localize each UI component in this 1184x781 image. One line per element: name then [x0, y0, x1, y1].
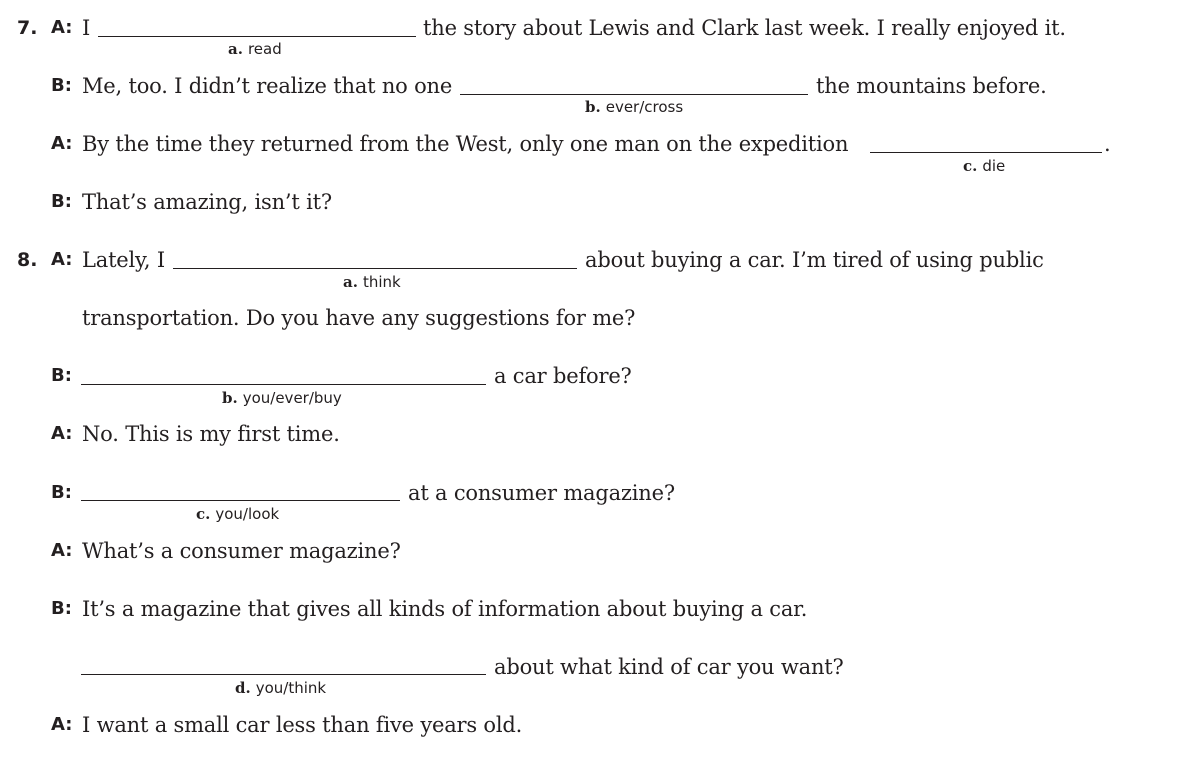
dialogue-text: the mountains before. — [816, 74, 1047, 98]
speaker-label: B: — [51, 75, 72, 96]
dialogue-text: Me, too. I didn’t realize that no one — [82, 74, 453, 98]
answer-blank-8d[interactable] — [81, 674, 486, 675]
answer-blank-8a[interactable] — [173, 268, 577, 269]
dialogue-text: the story about Lewis and Clark last week. I really enjoyed it. — [423, 16, 1066, 40]
verb-hint-8b — [222, 389, 342, 407]
speaker-label: B: — [51, 365, 72, 386]
speaker-label: A: — [51, 540, 73, 561]
dialogue-text: I want a small car less than five years old. — [82, 713, 523, 737]
dialogue-text: a car before? — [494, 364, 632, 388]
speaker-label: B: — [51, 482, 72, 503]
answer-blank-7b[interactable] — [460, 94, 808, 95]
hint-letter: c. — [196, 505, 211, 523]
hint-verb: think — [362, 273, 401, 291]
hint-letter: a. — [228, 40, 243, 58]
speaker-label: A: — [51, 17, 73, 38]
dialogue-text: No. This is my first time. — [82, 422, 340, 446]
exercise-8-number: 8. — [17, 249, 38, 271]
verb-hint-8a — [343, 273, 401, 291]
answer-blank-8c[interactable] — [81, 500, 400, 501]
verb-hint-7c — [963, 157, 1005, 175]
hint-letter: a. — [343, 273, 358, 291]
dialogue-text: That’s amazing, isn’t it? — [82, 190, 332, 214]
dialogue-text: about what kind of car you want? — [494, 655, 844, 679]
hint-letter: b. — [585, 98, 601, 116]
verb-hint-8d — [235, 679, 326, 697]
verb-hint-8c — [196, 505, 279, 523]
dialogue-text: What’s a consumer magazine? — [82, 539, 401, 563]
speaker-label: A: — [51, 714, 73, 735]
dialogue-text: transportation. Do you have any suggestions for me? — [82, 306, 636, 330]
hint-verb: die — [982, 157, 1006, 175]
hint-verb: you/look — [215, 505, 280, 523]
speaker-label: B: — [51, 598, 72, 619]
hint-verb: read — [247, 40, 282, 58]
answer-blank-8b[interactable] — [81, 384, 486, 385]
dialogue-text: I — [82, 16, 91, 40]
sentence-period: . — [1104, 132, 1111, 156]
answer-blank-7a[interactable] — [98, 36, 416, 37]
dialogue-text: Lately, I — [82, 248, 165, 272]
speaker-label: B: — [51, 191, 72, 212]
hint-letter: d. — [235, 679, 251, 697]
speaker-label: A: — [51, 423, 73, 444]
hint-verb: you/ever/buy — [242, 389, 342, 407]
speaker-label: A: — [51, 133, 73, 154]
verb-hint-7a — [228, 40, 282, 58]
hint-verb: you/think — [255, 679, 327, 697]
answer-blank-7c[interactable] — [870, 152, 1102, 153]
hint-letter: b. — [222, 389, 238, 407]
dialogue-text: about buying a car. I’m tired of using public — [585, 248, 1044, 272]
hint-verb: ever/cross — [605, 98, 684, 116]
hint-letter: c. — [963, 157, 978, 175]
dialogue-text: at a consumer magazine? — [408, 481, 675, 505]
exercise-7-number: 7. — [17, 17, 38, 39]
speaker-label: A: — [51, 249, 73, 270]
dialogue-text: By the time they returned from the West, only one man on the expedition — [82, 132, 849, 156]
dialogue-text: It’s a magazine that gives all kinds of information about buying a car. — [82, 597, 808, 621]
verb-hint-7b — [585, 98, 683, 116]
